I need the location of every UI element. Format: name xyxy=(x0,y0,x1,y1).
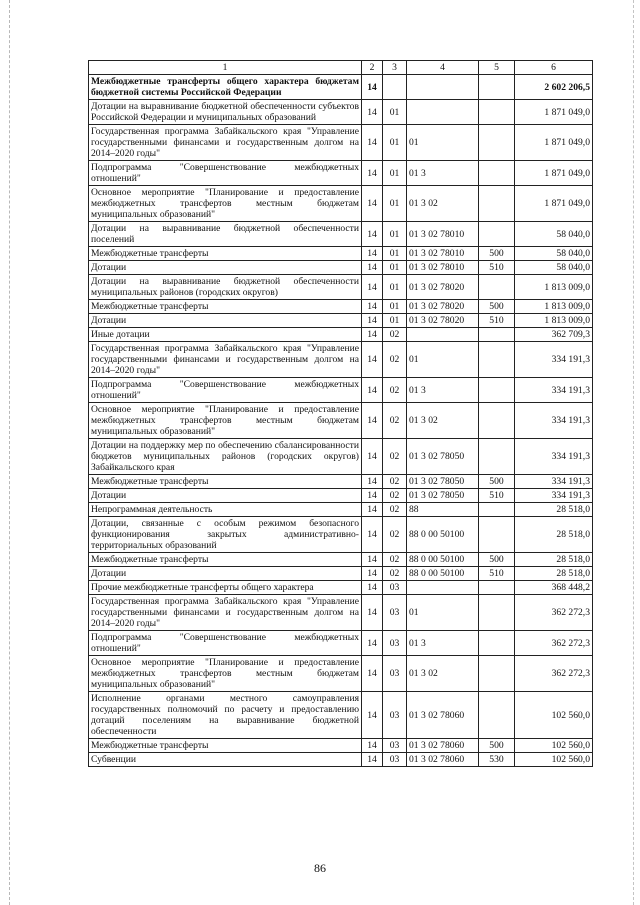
row-section: 14 xyxy=(362,403,383,439)
row-expense-type xyxy=(479,186,515,222)
row-sum: 334 191,3 xyxy=(515,475,593,489)
row-expense-type xyxy=(479,161,515,186)
row-section: 14 xyxy=(362,595,383,631)
row-name: Дотации, связанные с особым режимом безопасного функционирования закрытых административно-территориальных образований xyxy=(89,517,362,553)
row-subsection: 03 xyxy=(383,595,407,631)
scan-edge-right xyxy=(633,0,634,905)
row-section: 14 xyxy=(362,247,383,261)
row-sum: 2 602 206,5 xyxy=(515,75,593,100)
budget-table-body xyxy=(89,61,593,767)
row-sum: 58 040,0 xyxy=(515,222,593,247)
row-expense-type xyxy=(479,222,515,247)
row-sum: 58 040,0 xyxy=(515,247,593,261)
row-sum: 362 709,3 xyxy=(515,328,593,342)
row-subsection: 03 xyxy=(383,656,407,692)
row-section: 14 xyxy=(362,631,383,656)
row-sum: 102 560,0 xyxy=(515,753,593,767)
row-section: 14 xyxy=(362,222,383,247)
row-section: 14 xyxy=(362,328,383,342)
row-expense-type: 500 xyxy=(479,475,515,489)
table-row xyxy=(89,475,593,489)
row-subsection: 02 xyxy=(383,503,407,517)
row-target-article: 01 3 02 78020 xyxy=(407,300,479,314)
row-sum: 1 813 009,0 xyxy=(515,300,593,314)
table-row xyxy=(89,300,593,314)
row-sum: 58 040,0 xyxy=(515,261,593,275)
row-expense-type: 510 xyxy=(479,489,515,503)
row-expense-type xyxy=(479,631,515,656)
row-expense-type xyxy=(479,275,515,300)
row-sum: 362 272,3 xyxy=(515,656,593,692)
row-sum: 334 191,3 xyxy=(515,378,593,403)
row-subsection: 01 xyxy=(383,125,407,161)
row-section: 14 xyxy=(362,378,383,403)
row-expense-type xyxy=(479,656,515,692)
row-name: Государственная программа Забайкальского края "Управление государственными финансами и государственным долгом на 2014–2020 годы" xyxy=(89,595,362,631)
row-expense-type xyxy=(479,100,515,125)
row-target-article: 01 3 02 78050 xyxy=(407,489,479,503)
row-name: Дотации xyxy=(89,489,362,503)
row-name: Подпрограмма "Совершенствование межбюджетных отношений" xyxy=(89,631,362,656)
row-sum: 362 272,3 xyxy=(515,631,593,656)
row-expense-type: 510 xyxy=(479,314,515,328)
row-subsection: 03 xyxy=(383,692,407,739)
row-target-article xyxy=(407,581,479,595)
row-name: Дотации на выравнивание бюджетной обеспеченности поселений xyxy=(89,222,362,247)
row-expense-type xyxy=(479,503,515,517)
row-target-article: 01 3 02 78020 xyxy=(407,275,479,300)
row-target-article: 01 xyxy=(407,125,479,161)
header-cell-expense-type: 5 xyxy=(479,61,515,75)
row-section: 14 xyxy=(362,261,383,275)
page-number: 86 xyxy=(314,861,326,875)
row-target-article: 01 3 02 78010 xyxy=(407,261,479,275)
row-name: Непрограммная деятельность xyxy=(89,503,362,517)
row-target-article: 01 3 02 xyxy=(407,186,479,222)
row-expense-type xyxy=(479,403,515,439)
row-sum: 334 191,3 xyxy=(515,342,593,378)
row-section: 14 xyxy=(362,100,383,125)
row-name: Подпрограмма "Совершенствование межбюджетных отношений" xyxy=(89,161,362,186)
table-row xyxy=(89,125,593,161)
row-target-article: 01 3 02 78060 xyxy=(407,753,479,767)
row-name: Дотации на поддержку мер по обеспечению сбалансированности бюджетов муниципальных районов (городских округов) Забайкальского края xyxy=(89,439,362,475)
row-subsection: 02 xyxy=(383,517,407,553)
table-row xyxy=(89,186,593,222)
row-section: 14 xyxy=(362,567,383,581)
row-target-article: 01 3 xyxy=(407,631,479,656)
table-row xyxy=(89,692,593,739)
header-cell-target-article: 4 xyxy=(407,61,479,75)
row-target-article: 01 xyxy=(407,342,479,378)
row-expense-type xyxy=(479,75,515,100)
row-subsection: 02 xyxy=(383,342,407,378)
row-name: Межбюджетные трансферты xyxy=(89,553,362,567)
row-section: 14 xyxy=(362,753,383,767)
table-row xyxy=(89,753,593,767)
row-subsection: 02 xyxy=(383,403,407,439)
table-row xyxy=(89,567,593,581)
header-cell-name: 1 xyxy=(89,61,362,75)
header-cell-section: 2 xyxy=(362,61,383,75)
row-sum: 368 448,2 xyxy=(515,581,593,595)
table-row xyxy=(89,595,593,631)
row-name: Дотации xyxy=(89,261,362,275)
row-name: Межбюджетные трансферты xyxy=(89,475,362,489)
row-section: 14 xyxy=(362,314,383,328)
row-target-article: 01 3 02 78010 xyxy=(407,247,479,261)
row-target-article: 01 3 02 78060 xyxy=(407,692,479,739)
row-section: 14 xyxy=(362,656,383,692)
row-subsection: 01 xyxy=(383,100,407,125)
row-section: 14 xyxy=(362,300,383,314)
row-section: 14 xyxy=(362,186,383,222)
row-name: Дотации xyxy=(89,314,362,328)
table-row xyxy=(89,739,593,753)
table-row xyxy=(89,261,593,275)
row-name: Межбюджетные трансферты xyxy=(89,247,362,261)
table-row xyxy=(89,517,593,553)
row-sum: 1 813 009,0 xyxy=(515,314,593,328)
row-subsection: 02 xyxy=(383,439,407,475)
table-row xyxy=(89,503,593,517)
row-expense-type: 500 xyxy=(479,739,515,753)
row-target-article xyxy=(407,328,479,342)
row-section: 14 xyxy=(362,517,383,553)
row-section: 14 xyxy=(362,489,383,503)
row-name: Иные дотации xyxy=(89,328,362,342)
row-subsection: 02 xyxy=(383,567,407,581)
table-row xyxy=(89,489,593,503)
row-target-article: 01 3 02 78010 xyxy=(407,222,479,247)
header-cell-sum: 6 xyxy=(515,61,593,75)
row-expense-type xyxy=(479,692,515,739)
row-sum: 28 518,0 xyxy=(515,553,593,567)
row-target-article: 01 xyxy=(407,595,479,631)
row-expense-type xyxy=(479,439,515,475)
row-sum: 334 191,3 xyxy=(515,439,593,475)
table-header-row xyxy=(89,61,593,75)
row-subsection: 01 xyxy=(383,261,407,275)
row-expense-type xyxy=(479,581,515,595)
row-name: Межбюджетные трансферты общего характера бюджетам бюджетной системы Российской Федерации xyxy=(89,75,362,100)
row-section: 14 xyxy=(362,692,383,739)
table-row xyxy=(89,631,593,656)
row-expense-type: 500 xyxy=(479,300,515,314)
row-subsection: 02 xyxy=(383,489,407,503)
row-sum: 1 871 049,0 xyxy=(515,100,593,125)
row-subsection: 02 xyxy=(383,475,407,489)
row-sum: 28 518,0 xyxy=(515,503,593,517)
header-cell-subsection: 3 xyxy=(383,61,407,75)
row-name: Субвенции xyxy=(89,753,362,767)
row-target-article: 88 xyxy=(407,503,479,517)
row-sum: 28 518,0 xyxy=(515,567,593,581)
row-section: 14 xyxy=(362,275,383,300)
table-row xyxy=(89,222,593,247)
table-row xyxy=(89,581,593,595)
row-expense-type: 530 xyxy=(479,753,515,767)
row-section: 14 xyxy=(362,75,383,100)
row-expense-type xyxy=(479,125,515,161)
row-name: Дотации на выравнивание бюджетной обеспеченности муниципальных районов (городских округов) xyxy=(89,275,362,300)
row-target-article: 88 0 00 50100 xyxy=(407,517,479,553)
table-row xyxy=(89,403,593,439)
table-row xyxy=(89,378,593,403)
row-sum: 1 871 049,0 xyxy=(515,186,593,222)
row-sum: 334 191,3 xyxy=(515,489,593,503)
row-expense-type: 500 xyxy=(479,247,515,261)
table-row xyxy=(89,275,593,300)
row-target-article: 88 0 00 50100 xyxy=(407,567,479,581)
row-name: Основное мероприятие "Планирование и предоставление межбюджетных трансфертов местным бюджетам муниципальных образований" xyxy=(89,656,362,692)
table-row xyxy=(89,314,593,328)
row-target-article xyxy=(407,100,479,125)
row-target-article: 01 3 02 78020 xyxy=(407,314,479,328)
row-target-article: 01 3 xyxy=(407,161,479,186)
row-target-article: 01 3 xyxy=(407,378,479,403)
row-subsection: 01 xyxy=(383,247,407,261)
row-name: Межбюджетные трансферты xyxy=(89,739,362,753)
row-target-article: 01 3 02 xyxy=(407,656,479,692)
row-section: 14 xyxy=(362,581,383,595)
row-sum: 102 560,0 xyxy=(515,739,593,753)
row-target-article: 01 3 02 78050 xyxy=(407,475,479,489)
row-expense-type: 500 xyxy=(479,553,515,567)
row-name: Государственная программа Забайкальского края "Управление государственными финансами и государственным долгом на 2014–2020 годы" xyxy=(89,125,362,161)
row-subsection xyxy=(383,75,407,100)
row-sum: 102 560,0 xyxy=(515,692,593,739)
row-subsection: 01 xyxy=(383,161,407,186)
row-name: Государственная программа Забайкальского края "Управление государственными финансами и государственным долгом на 2014–2020 годы" xyxy=(89,342,362,378)
scan-edge-left xyxy=(9,0,10,905)
table-row xyxy=(89,75,593,100)
row-expense-type xyxy=(479,517,515,553)
row-sum: 1 871 049,0 xyxy=(515,161,593,186)
row-sum: 362 272,3 xyxy=(515,595,593,631)
row-name: Основное мероприятие "Планирование и предоставление межбюджетных трансфертов местным бюджетам муниципальных образований" xyxy=(89,403,362,439)
row-name: Межбюджетные трансферты xyxy=(89,300,362,314)
row-target-article: 88 0 00 50100 xyxy=(407,553,479,567)
row-section: 14 xyxy=(362,553,383,567)
row-sum: 1 871 049,0 xyxy=(515,125,593,161)
table-row xyxy=(89,553,593,567)
row-target-article: 01 3 02 78060 xyxy=(407,739,479,753)
row-sum: 1 813 009,0 xyxy=(515,275,593,300)
table-row xyxy=(89,328,593,342)
row-section: 14 xyxy=(362,503,383,517)
row-subsection: 01 xyxy=(383,186,407,222)
row-subsection: 01 xyxy=(383,222,407,247)
row-subsection: 01 xyxy=(383,275,407,300)
row-target-article: 01 3 02 78050 xyxy=(407,439,479,475)
table-row xyxy=(89,342,593,378)
row-name: Дотации xyxy=(89,567,362,581)
row-sum: 334 191,3 xyxy=(515,403,593,439)
budget-table xyxy=(88,60,593,767)
row-subsection: 03 xyxy=(383,739,407,753)
row-subsection: 03 xyxy=(383,753,407,767)
table-row xyxy=(89,100,593,125)
table-row xyxy=(89,656,593,692)
row-section: 14 xyxy=(362,475,383,489)
row-subsection: 02 xyxy=(383,328,407,342)
row-name: Дотации на выравнивание бюджетной обеспеченности субъектов Российской Федерации и муниципальных образований xyxy=(89,100,362,125)
row-name: Прочие межбюджетные трансферты общего характера xyxy=(89,581,362,595)
row-expense-type xyxy=(479,378,515,403)
row-expense-type xyxy=(479,342,515,378)
row-subsection: 03 xyxy=(383,631,407,656)
row-section: 14 xyxy=(362,439,383,475)
row-section: 14 xyxy=(362,739,383,753)
row-target-article xyxy=(407,75,479,100)
table-row xyxy=(89,161,593,186)
row-section: 14 xyxy=(362,161,383,186)
row-section: 14 xyxy=(362,342,383,378)
row-name: Исполнение органами местного самоуправления государственных полномочий по расчету и предоставлению дотаций поселениям на выравнивание бюджетной обеспеченности xyxy=(89,692,362,739)
row-section: 14 xyxy=(362,125,383,161)
row-expense-type: 510 xyxy=(479,567,515,581)
row-subsection: 03 xyxy=(383,581,407,595)
row-expense-type xyxy=(479,328,515,342)
row-sum: 28 518,0 xyxy=(515,517,593,553)
row-name: Основное мероприятие "Планирование и предоставление межбюджетных трансфертов местным бюджетам муниципальных образований" xyxy=(89,186,362,222)
row-target-article: 01 3 02 xyxy=(407,403,479,439)
table-row xyxy=(89,439,593,475)
row-subsection: 02 xyxy=(383,553,407,567)
row-subsection: 01 xyxy=(383,300,407,314)
row-subsection: 01 xyxy=(383,314,407,328)
row-name: Подпрограмма "Совершенствование межбюджетных отношений" xyxy=(89,378,362,403)
row-expense-type: 510 xyxy=(479,261,515,275)
table-row xyxy=(89,247,593,261)
row-subsection: 02 xyxy=(383,378,407,403)
row-expense-type xyxy=(479,595,515,631)
